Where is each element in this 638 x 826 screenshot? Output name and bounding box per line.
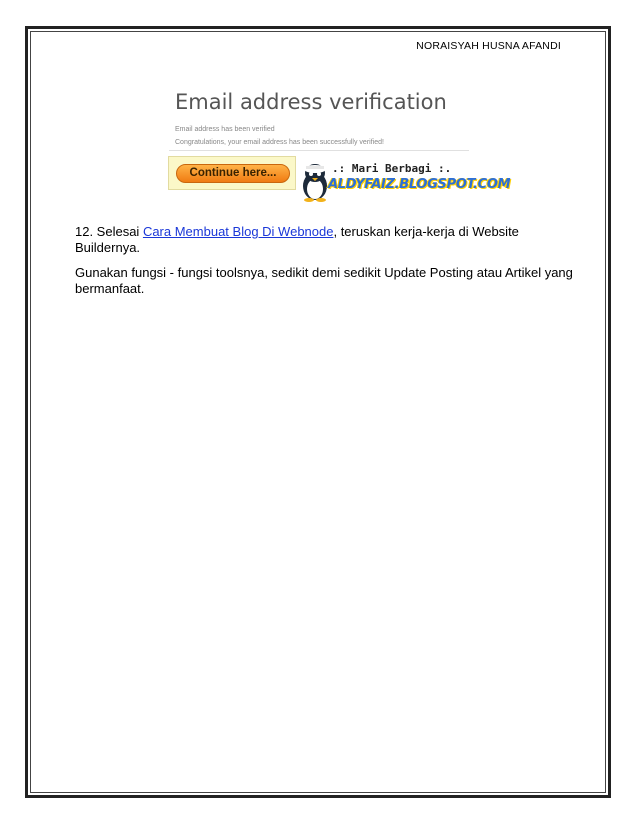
logo-title: .: Mari Berbagi :. xyxy=(332,162,452,175)
penguin-icon xyxy=(298,160,332,202)
webnode-blog-link[interactable]: Cara Membuat Blog Di Webnode xyxy=(142,224,334,239)
verification-message: Congratulations, your email address has been successfully verified! xyxy=(175,139,384,146)
step-12-prefix: 12. Selesai xyxy=(75,224,143,239)
mari-berbagi-logo xyxy=(298,160,511,202)
step-12-paragraph xyxy=(75,224,575,256)
header-author: NORAISYAH HUSNA AFANDI xyxy=(416,40,561,52)
tools-paragraph: Gunakan fungsi - fungsi toolsnya, sedikit demi sedikit Update Posting atau Artikel yang bermanfaat. xyxy=(75,265,573,296)
divider xyxy=(169,150,469,151)
step-12-suffix: , teruskan kerja-kerja di Website Buildernya. xyxy=(75,224,519,255)
logo-url: ALDYFAIZ.BLOGSPOT.COM xyxy=(328,177,511,192)
button-highlight xyxy=(168,156,296,190)
verification-subtitle: Email address has been verified xyxy=(175,126,275,133)
verification-title: Email address verification xyxy=(175,90,447,114)
verification-screenshot xyxy=(165,88,511,206)
continue-button[interactable]: Continue here... xyxy=(176,164,290,183)
